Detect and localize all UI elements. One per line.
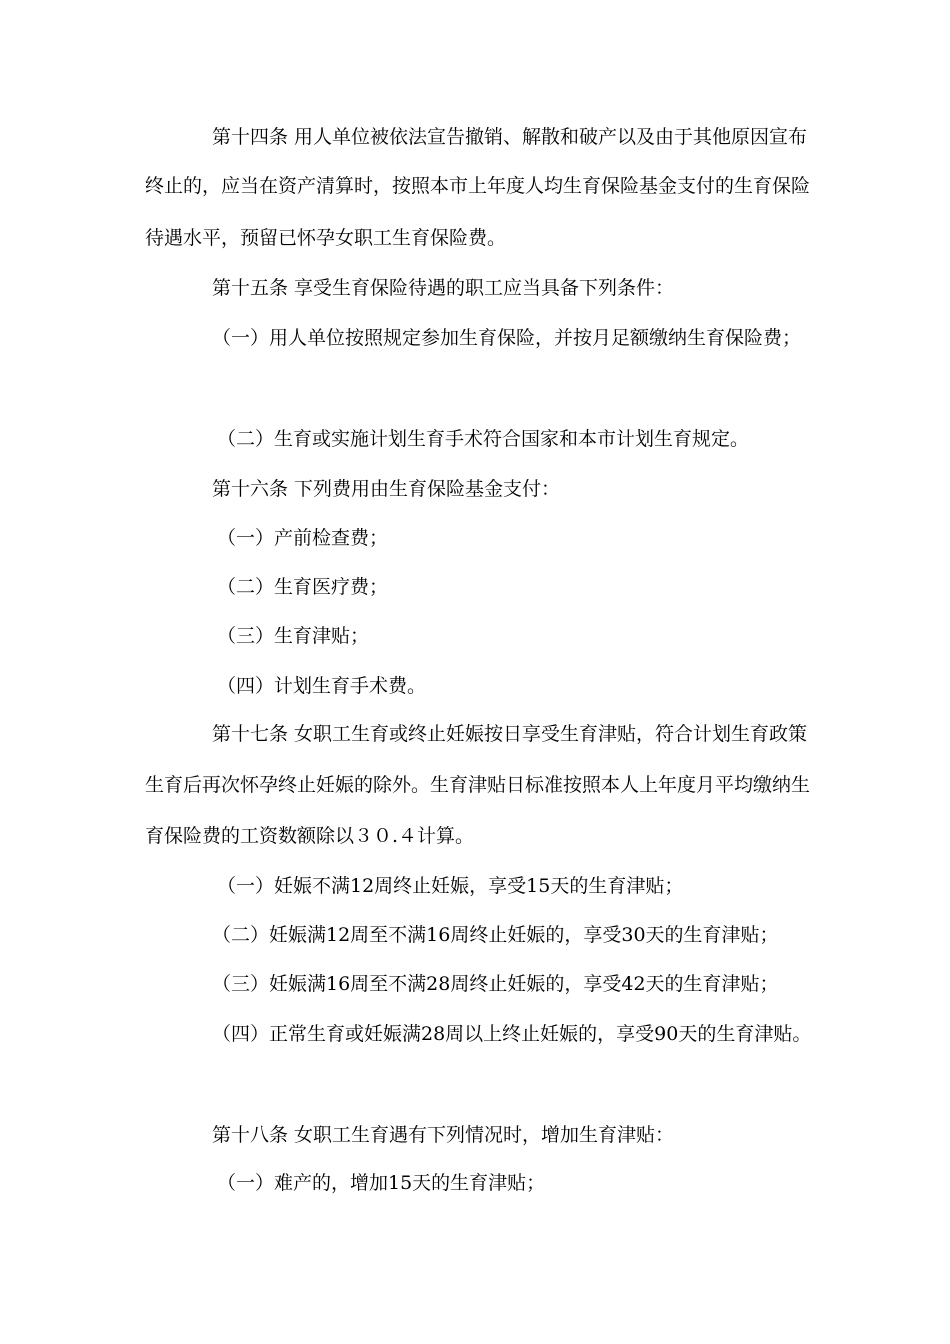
article16-item1: （一）产前检查费； (217, 527, 389, 549)
article17-item1: （一）妊娠不满12周终止妊娠，享受15天的生育津贴； (217, 875, 684, 897)
article17-item2: （二）妊娠满12周至不满16周终止妊娠的，享受30天的生育津贴； (212, 924, 779, 946)
article18-heading: 第十八条 女职工生育遇有下列情况时，增加生育津贴： (212, 1124, 675, 1146)
article17-line3: 育保险费的工资数额除以３０.４计算。 (145, 825, 475, 847)
article17-item3: （三）妊娠满16周至不满28周终止妊娠的，享受42天的生育津贴； (212, 973, 779, 995)
article16-item3: （三）生育津贴； (217, 625, 370, 647)
article17-line2: 生育后再次怀孕终止妊娠的除外。生育津贴日标准按照本人上年度月平均缴纳生 (145, 774, 811, 796)
article16-item2: （二）生育医疗费； (217, 576, 389, 598)
article14-line2: 终止的，应当在资产清算时，按照本市上年度人均生育保险基金支付的生育保险 (145, 175, 811, 197)
article15-heading: 第十五条 享受生育保险待遇的职工应当具备下列条件： (212, 277, 675, 299)
article17-line1: 第十七条 女职工生育或终止妊娠按日享受生育津贴，符合计划生育政策 (212, 723, 808, 745)
article14-line3: 待遇水平，预留已怀孕女职工生育保险费。 (145, 227, 507, 249)
article16-heading: 第十六条 下列费用由生育保险基金支付： (212, 478, 561, 500)
article17-item4: （四）正常生育或妊娠满28周以上终止妊娠的，享受90天的生育津贴。 (212, 1023, 812, 1045)
article14-line1: 第十四条 用人单位被依法宣告撤销、解散和破产以及由于其他原因宣布 (212, 126, 808, 148)
article15-item1: （一）用人单位按照规定参加生育保险，并按月足额缴纳生育保险费； (212, 327, 802, 349)
article16-item4: （四）计划生育手术费。 (217, 675, 427, 697)
article18-item1: （一）难产的，增加15天的生育津贴； (217, 1172, 546, 1194)
article15-item2: （二）生育或实施计划生育手术符合国家和本市计划生育规定。 (217, 428, 750, 450)
